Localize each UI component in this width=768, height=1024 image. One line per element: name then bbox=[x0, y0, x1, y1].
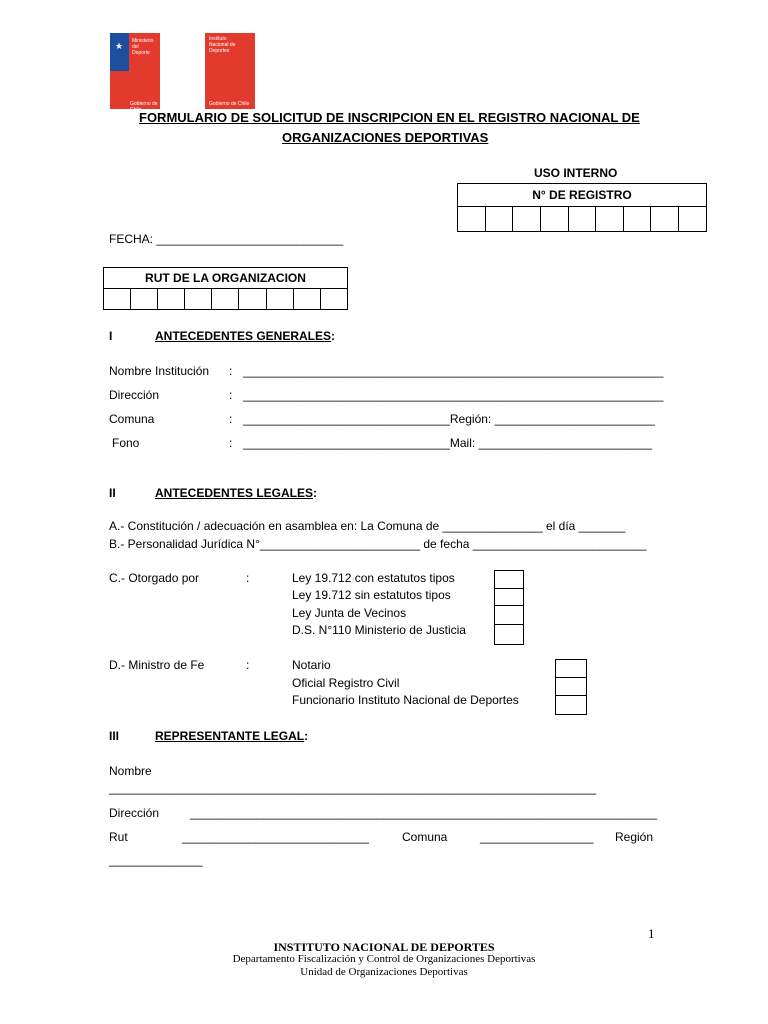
otorgado-checkbox[interactable] bbox=[494, 605, 524, 625]
rep-comuna-label: Comuna bbox=[402, 830, 448, 844]
instituto-logo bbox=[205, 33, 255, 109]
logo-text: Instituto bbox=[209, 36, 227, 42]
form-title-line1: FORMULARIO DE SOLICITUD DE INSCRIPCION EN EL REGISTRO NACIONAL DE bbox=[139, 110, 640, 125]
rut-cell[interactable] bbox=[158, 289, 185, 310]
registro-cell[interactable] bbox=[596, 207, 624, 232]
field-colon: : bbox=[229, 388, 233, 402]
field-colon: : bbox=[246, 658, 250, 672]
direccion-input[interactable]: _______________________________________________________________ bbox=[243, 388, 664, 402]
otorgado-option: D.S. N°110 Ministerio de Justicia bbox=[292, 623, 466, 637]
rep-rut-input[interactable]: ____________________________ bbox=[182, 830, 369, 844]
nombre-institucion-label: Nombre Institución bbox=[109, 364, 210, 378]
rut-cell[interactable] bbox=[293, 289, 320, 310]
page-number: 1 bbox=[648, 926, 655, 941]
ministro-checkbox[interactable] bbox=[555, 695, 587, 715]
rut-cell[interactable] bbox=[131, 289, 158, 310]
registro-cell[interactable] bbox=[679, 207, 707, 232]
uso-interno-label: USO INTERNO bbox=[534, 166, 618, 180]
form-title-line2: ORGANIZACIONES DEPORTIVAS bbox=[282, 130, 489, 145]
otorgado-option: Ley 19.712 con estatutos tipos bbox=[292, 571, 455, 585]
registro-cell[interactable] bbox=[485, 207, 513, 232]
section2-title: ANTECEDENTES LEGALES bbox=[155, 486, 314, 500]
rep-direccion-label: Dirección bbox=[109, 806, 160, 820]
registro-cell[interactable] bbox=[568, 207, 596, 232]
otorgado-label: C.- Otorgado por bbox=[109, 571, 200, 585]
field-colon: : bbox=[229, 436, 233, 450]
registro-cell[interactable] bbox=[513, 207, 541, 232]
registro-cell[interactable] bbox=[651, 207, 679, 232]
ministro-fe-label: D.- Ministro de Fe bbox=[109, 658, 205, 672]
footer-unit: Unidad de Organizaciones Deportivas bbox=[300, 966, 468, 978]
section1-number: I bbox=[109, 329, 113, 343]
otorgado-option: Ley Junta de Vecinos bbox=[292, 606, 407, 620]
otorgado-checkbox[interactable] bbox=[494, 624, 524, 645]
rut-cell[interactable] bbox=[239, 289, 266, 310]
ministro-option: Oficial Registro Civil bbox=[292, 676, 400, 690]
rep-region-label: Región bbox=[615, 830, 654, 844]
rep-nombre-label: Nombre bbox=[109, 764, 152, 778]
ministro-option: Notario bbox=[292, 658, 331, 672]
footer-institution: INSTITUTO NACIONAL DE DEPORTES bbox=[273, 940, 495, 954]
registro-table bbox=[457, 183, 707, 232]
rut-cell[interactable] bbox=[185, 289, 212, 310]
registro-cell[interactable] bbox=[623, 207, 651, 232]
logo-text: Deporte bbox=[132, 50, 150, 56]
section1-title: ANTECEDENTES GENERALES bbox=[155, 329, 332, 343]
rep-comuna-input[interactable]: _________________ bbox=[480, 830, 594, 844]
section2-colon: : bbox=[313, 486, 318, 500]
fono-mail-input[interactable]: _______________________________Mail: __________________________ bbox=[243, 436, 653, 450]
rut-cell[interactable] bbox=[266, 289, 293, 310]
rep-region-input[interactable]: ______________ bbox=[109, 853, 203, 867]
field-colon: : bbox=[229, 412, 233, 426]
logo-text: Gobierno de Chile bbox=[130, 101, 158, 113]
fono-label: Fono bbox=[112, 436, 140, 450]
fecha-field[interactable]: FECHA: ____________________________ bbox=[109, 232, 344, 246]
rep-rut-label: Rut bbox=[109, 830, 128, 844]
personalidad-juridica-line[interactable]: B.- Personalidad Jurídica N°________________________ de fecha __________________________ bbox=[109, 537, 647, 551]
nombre-institucion-input[interactable]: _______________________________________________________________ bbox=[243, 364, 664, 378]
otorgado-checkbox[interactable] bbox=[494, 588, 524, 606]
rut-cell[interactable] bbox=[104, 289, 131, 310]
section3-number: III bbox=[109, 729, 120, 743]
rut-org-label: RUT DE LA ORGANIZACION bbox=[104, 268, 348, 289]
otorgado-checkbox[interactable] bbox=[494, 570, 524, 589]
comuna-region-input[interactable]: _______________________________Región: ________________________ bbox=[243, 412, 655, 426]
ministro-option: Funcionario Instituto Nacional de Deportes bbox=[292, 693, 519, 707]
section3-colon: : bbox=[304, 729, 309, 743]
otorgado-option: Ley 19.712 sin estatutos tipos bbox=[292, 588, 451, 602]
logo-text: Ministerio del bbox=[132, 38, 154, 50]
field-colon: : bbox=[229, 364, 233, 378]
footer-department: Departamento Fiscalización y Control de Organizaciones Deportivas bbox=[232, 953, 536, 965]
section1-colon: : bbox=[331, 329, 336, 343]
section2-number: II bbox=[109, 486, 116, 500]
rep-direccion-input[interactable]: ______________________________________________________________________ bbox=[190, 806, 658, 820]
ministro-checkbox[interactable] bbox=[555, 677, 587, 696]
section3-title: REPRESENTANTE LEGAL bbox=[155, 729, 305, 743]
registro-cell[interactable] bbox=[540, 207, 568, 232]
rut-cell[interactable] bbox=[320, 289, 347, 310]
constitucion-line[interactable]: A.- Constitución / adecuación en asamblea en: La Comuna de _______________ el día _______ bbox=[109, 519, 626, 533]
ministerio-logo bbox=[110, 33, 160, 113]
rut-cell[interactable] bbox=[212, 289, 239, 310]
direccion-label: Dirección bbox=[109, 388, 160, 402]
registro-label: N° DE REGISTRO bbox=[458, 184, 707, 207]
logo-text: Deportes bbox=[209, 48, 230, 54]
rut-org-table bbox=[103, 267, 348, 310]
field-colon: : bbox=[246, 571, 250, 585]
rep-nombre-input[interactable]: _________________________________________________________________________ bbox=[109, 781, 597, 795]
registro-cell[interactable] bbox=[458, 207, 486, 232]
comuna-label: Comuna bbox=[109, 412, 155, 426]
ministro-checkbox[interactable] bbox=[555, 659, 587, 678]
logo-text: Gobierno de Chile bbox=[209, 101, 250, 107]
logo-text: Nacional de bbox=[209, 42, 236, 48]
coat-of-arms-icon: ★ bbox=[115, 41, 124, 51]
